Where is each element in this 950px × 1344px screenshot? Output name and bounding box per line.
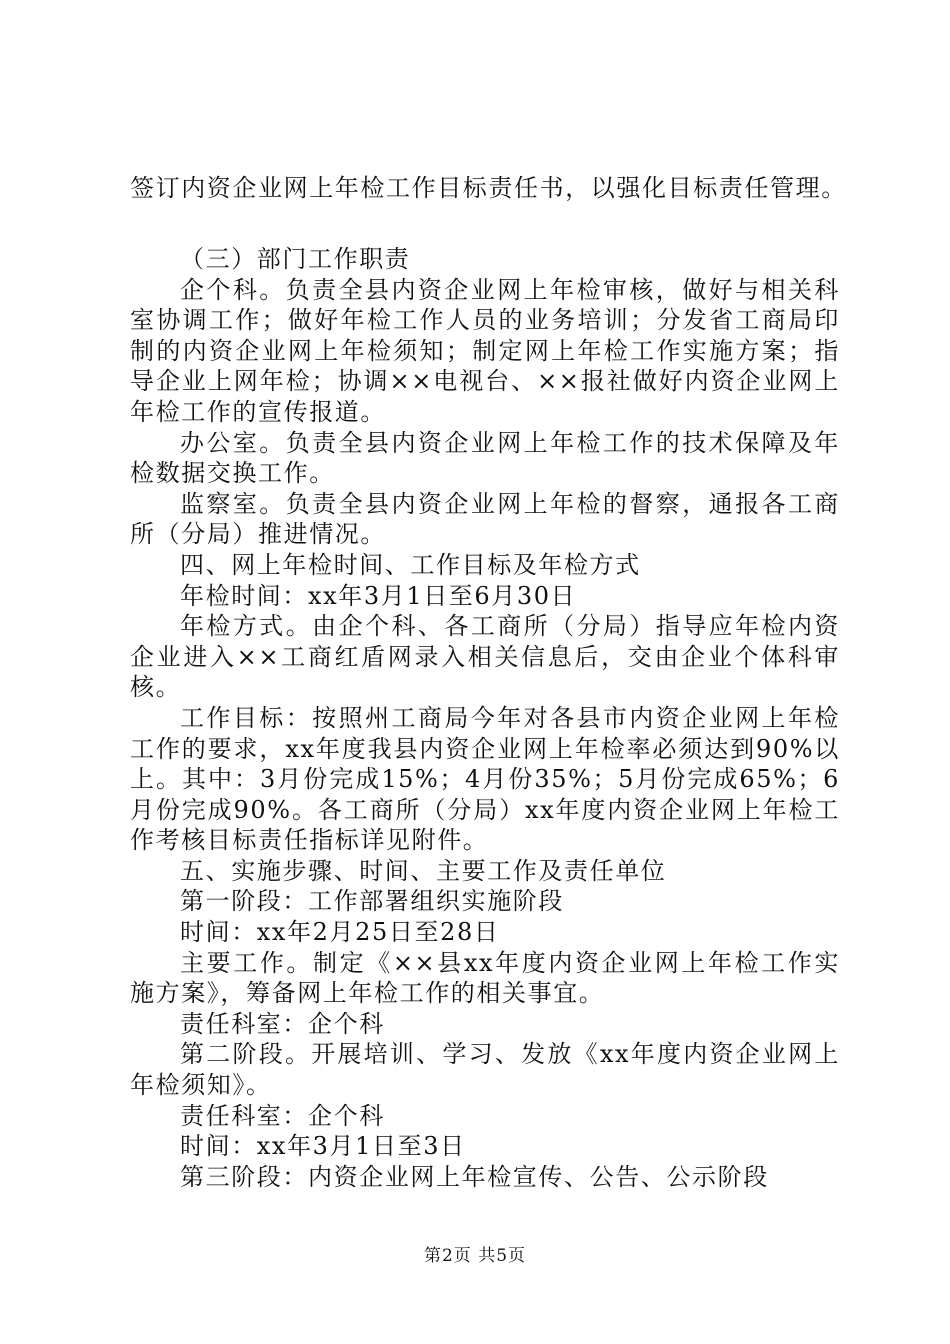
paragraph: 第一阶段：工作部署组织实施阶段 [180, 887, 564, 916]
section-heading: （三）部门工作职责 [180, 245, 411, 273]
paragraph: 第二阶段。开展培训、学习、发放《xx年度内资企业网上年检须知》。 [130, 1040, 840, 1100]
paragraph: 主要工作。制定《××县xx年度内资企业网上年检工作实施方案》，筹备网上年检工作的相关事宜。 [130, 948, 840, 1008]
paragraph: 工作目标：按照州工商局今年对各县市内资企业网上年检工作的要求，xx年度我县内资企业网上年检率必须达到90%以上。其中：3月份完成15%；4月份35%；5月份完成65%；6月份完成90%。各工商所（分局）xx年度内资企业网上年检工作考核目标责任指标详见附件。 [130, 703, 840, 855]
paragraph: 第三阶段：内资企业网上年检宣传、公告、公示阶段 [180, 1162, 769, 1191]
paragraph: 年检时间：xx年3月1日至6月30日 [180, 581, 577, 610]
paragraph-list [130, 244, 840, 1192]
page-footer: 第2页 共5页 [423, 1246, 527, 1266]
paragraph: 年检方式。由企个科、各工商所（分局）指导应年检内资企业进入××工商红盾网录入相关信息后，交由企业个体科审核。 [130, 612, 840, 702]
paragraph: 时间：xx年2月25日至28日 [180, 918, 500, 947]
document-body [130, 172, 847, 1192]
paragraph: 时间：xx年3月1日至3日 [180, 1132, 466, 1161]
section-heading: 五、实施步骤、时间、主要工作及责任单位 [180, 856, 667, 885]
paragraph: 监察室。负责全县内资企业网上年检的督察，通报各工商所（分局）推进情况。 [130, 489, 840, 549]
section-heading: 四、网上年检时间、工作目标及年检方式 [180, 550, 641, 579]
paragraph: 企个科。负责全县内资企业网上年检审核，做好与相关科室协调工作；做好年检工作人员的业务培训；分发省工商局印制的内资企业网上年检须知；制定网上年检工作实施方案；指导企业上网年检；协调××电视台、××报社做好内资企业网上年检工作的宣传报道。 [130, 275, 840, 426]
paragraph: 办公室。负责全县内资企业网上年检工作的技术保障及年检数据交换工作。 [130, 428, 840, 488]
paragraph: 责任科室：企个科 [180, 1101, 385, 1130]
paragraph: 责任科室：企个科 [180, 1009, 385, 1038]
continuation-line: 签订内资企业网上年检工作目标责任书，以强化目标责任管理。 [130, 174, 847, 202]
